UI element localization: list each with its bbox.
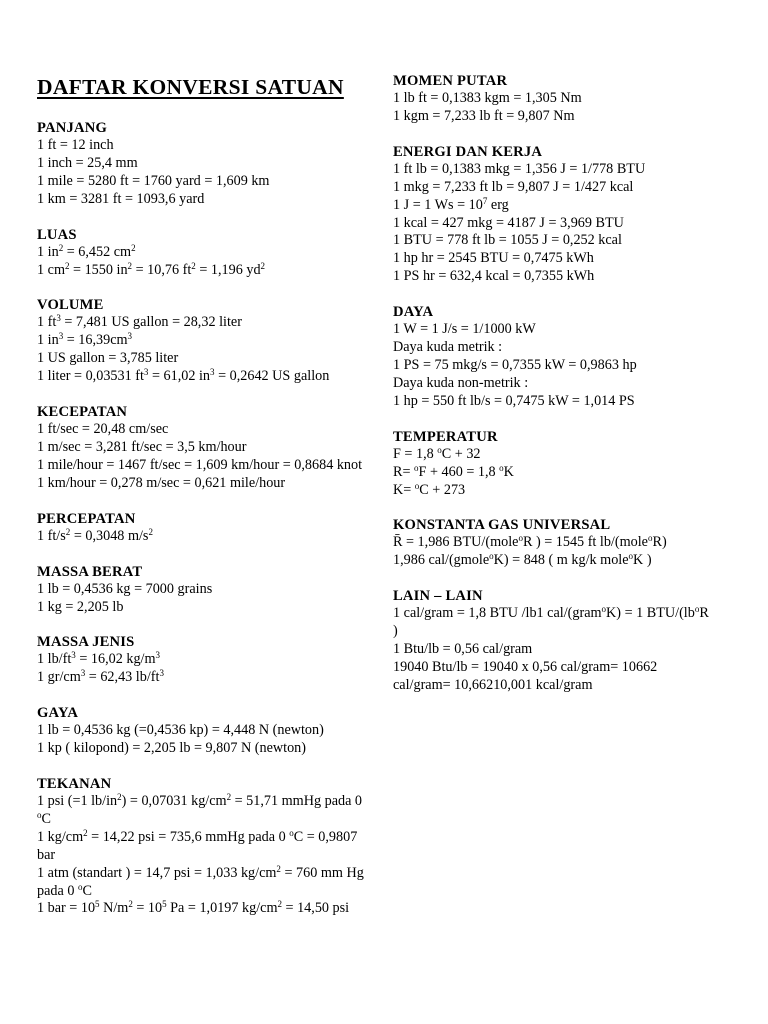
section-title: TEMPERATUR bbox=[393, 428, 498, 445]
section-daya bbox=[393, 303, 713, 411]
conversion-line: 1 hp hr = 2545 BTU = 0,7475 kWh bbox=[393, 250, 594, 267]
section-title: LUAS bbox=[37, 226, 77, 243]
conversion-line: 1 kgm = 7,233 lb ft = 9,807 Nm bbox=[393, 107, 575, 124]
conversion-line: Daya kuda non-metrik : bbox=[393, 374, 529, 391]
conversion-line: 1 J = 1 $Ws = 10^7$ erg bbox=[393, 195, 509, 213]
conversion-line: 1 bar = $10^5$ $N/m^2 = 10^5$ Pa = 1,0197 $kg/cm^2 = 14,50$ psi bbox=[37, 899, 350, 917]
section-title: PERCEPATAN bbox=[37, 510, 136, 527]
section-title: MOMEN PUTAR bbox=[393, 73, 508, 89]
conversion-line: 1 liter = 0,03531 $ft^3 = 61,02$ $in^3 = 0,2642$ US gallon bbox=[37, 367, 330, 385]
conversion-line: 1,986 cal/(gmole$^o$K) = 848 ( m kg/k mole$^o$K ) bbox=[393, 551, 652, 569]
conversion-line: 1 $cm^2 = 1550$ $in^2 = 10,76$ $ft^2 = 1,196$ $yd^2$ bbox=[37, 260, 266, 278]
conversion-line: 1 PS = 75 mkg/s = 0,7355 kW = 0,9863 hp bbox=[393, 356, 637, 373]
section-kecepatan bbox=[37, 403, 373, 493]
section-tekanan bbox=[37, 775, 373, 918]
section-massa-jenis bbox=[37, 633, 373, 687]
conversion-line: 1 $in^2 = 6,452$ $cm^2$ bbox=[37, 242, 136, 260]
conversion-line: 1 lb ft = 0,1383 kgm = 1,305 Nm bbox=[393, 90, 582, 106]
conversion-line: 1 $ft/s^2 = 0,3048$ $m/s^2$ bbox=[37, 526, 153, 544]
conversion-line: 1 mile = 5280 ft = 1760 yard = 1,609 km bbox=[37, 172, 270, 189]
conversion-line: F = 1,8 $^o$C + 32 bbox=[393, 444, 481, 462]
conversion-line: Daya kuda metrik : bbox=[393, 339, 503, 356]
section-konstanta-gas-universal bbox=[393, 516, 713, 570]
section-temperatur bbox=[393, 428, 713, 500]
conversion-line: 1 PS hr = 632,4 kcal = 0,7355 kWh bbox=[393, 268, 595, 285]
conversion-line: 1 $lb/ft^3 = 16,02$ $kg/m^3$ bbox=[37, 650, 161, 668]
conversion-line: K= $^o$C + 273 bbox=[393, 480, 466, 498]
conversion-line: R̄ = 1,986 BTU/(mole$^o$R ) = 1545 ft lb/(mole$^o$R) bbox=[393, 533, 667, 551]
section-massa-berat bbox=[37, 563, 373, 617]
section-volume bbox=[37, 296, 373, 386]
conversion-line: 19040 Btu/lb = 19040 x 0,56 cal/gram= 10662 cal/gram= 10,66210,001 kcal/gram bbox=[393, 658, 658, 693]
conversion-line: 1 ft = 12 inch bbox=[37, 137, 114, 153]
left-column bbox=[37, 72, 373, 935]
conversion-line: 1 $gr/cm^3 = 62,43$ $lb/ft^3$ bbox=[37, 668, 164, 686]
section-title: MASSA BERAT bbox=[37, 563, 143, 580]
conversion-line: 1 lb = 0,4536 kg (=0,4536 kp) = 4,448 N (newton) bbox=[37, 722, 324, 739]
section-title: TEKANAN bbox=[37, 776, 112, 793]
conversion-line: 1 cal/gram = 1,8 BTU /lb1 cal/(gram$^o$K) = 1 BTU/($lb^oR$ ) bbox=[393, 604, 709, 640]
right-column bbox=[393, 72, 713, 712]
conversion-line: 1 US gallon = 3,785 liter bbox=[37, 350, 179, 367]
left-sections bbox=[37, 119, 373, 918]
section-gaya bbox=[37, 704, 373, 758]
section-lain-lain bbox=[393, 587, 713, 695]
conversion-line: 1 ft/sec = 20,48 cm/sec bbox=[37, 421, 169, 438]
section-title: KONSTANTA GAS UNIVERSAL bbox=[393, 517, 611, 534]
conversion-line: 1 m/sec = 3,281 ft/sec = 3,5 km/hour bbox=[37, 438, 247, 455]
conversion-line: 1 inch = 25,4 mm bbox=[37, 154, 138, 171]
section-title: VOLUME bbox=[37, 297, 104, 314]
conversion-line: 1 W = 1 J/s = 1/1000 kW bbox=[393, 321, 536, 338]
section-percepatan bbox=[37, 510, 373, 546]
section-panjang bbox=[37, 119, 373, 209]
conversion-line: 1 mile/hour = 1467 ft/sec = 1,609 km/hour = 0,8684 knot bbox=[37, 456, 363, 473]
conversion-line: 1 kp ( kilopond) = 2,205 lb = 9,807 N (newton) bbox=[37, 740, 306, 757]
section-energi-dan-kerja bbox=[393, 143, 713, 286]
conversion-line: 1 kcal = 427 mkg = 4187 J = 3,969 BTU bbox=[393, 214, 624, 231]
section-title: PANJANG bbox=[37, 120, 108, 136]
conversion-line: 1 $ft^3 = 7,481$ US gallon = 28,32 liter bbox=[37, 313, 242, 331]
conversion-line: 1 hp = 550 ft lb/s = 0,7475 kW = 1,014 PS bbox=[393, 392, 635, 409]
conversion-line: 1 $kg/cm^2 = 14,22$ psi = 735,6 mmHg pada 0 $^o$C = 0,9807 bar bbox=[37, 827, 358, 863]
conversion-line: 1 psi (=1 $lb/in^2) = 0,07031$ $kg/cm^2 = 51,71$ mmHg pada 0 $^o$C bbox=[37, 792, 363, 827]
conversion-line: 1 $in^3 = 16,39cm^3$ bbox=[37, 331, 133, 349]
conversion-line: 1 atm (standart ) = 14,7 psi = 1,033 $kg/cm^2 = 760$ mm Hg pada 0 $^o$C bbox=[37, 863, 364, 899]
conversion-line: 1 km/hour = 0,278 m/sec = 0,621 mile/hour bbox=[37, 474, 286, 491]
conversion-line: 1 kg = 2,205 lb bbox=[37, 598, 124, 615]
section-title: KECEPATAN bbox=[37, 404, 128, 421]
conversion-line: R= $^o$F + 460 = 1,8 $^o$K bbox=[393, 462, 514, 480]
section-title: GAYA bbox=[37, 705, 79, 722]
section-title: LAIN – LAIN bbox=[393, 588, 483, 605]
document-title: DAFTAR KONVERSI SATUAN bbox=[37, 75, 344, 99]
section-title: DAYA bbox=[393, 304, 434, 321]
conversion-line: 1 mkg = 7,233 ft lb = 9,807 J = 1/427 kcal bbox=[393, 178, 634, 195]
right-sections bbox=[393, 72, 713, 695]
section-luas bbox=[37, 226, 373, 280]
section-title: ENERGI DAN KERJA bbox=[393, 143, 543, 160]
conversion-line: 1 km = 3281 ft = 1093,6 yard bbox=[37, 190, 205, 207]
conversion-line: 1 lb = 0,4536 kg = 7000 grains bbox=[37, 580, 213, 597]
conversion-line: 1 ft lb = 0,1383 mkg = 1,356 J = 1/778 BTU bbox=[393, 160, 646, 177]
conversion-line: 1 Btu/lb = 0,56 cal/gram bbox=[393, 641, 533, 658]
section-title: MASSA JENIS bbox=[37, 634, 135, 651]
conversion-line: 1 BTU = 778 ft lb = 1055 J = 0,252 kcal bbox=[393, 232, 622, 249]
section-momen-putar bbox=[393, 72, 713, 126]
